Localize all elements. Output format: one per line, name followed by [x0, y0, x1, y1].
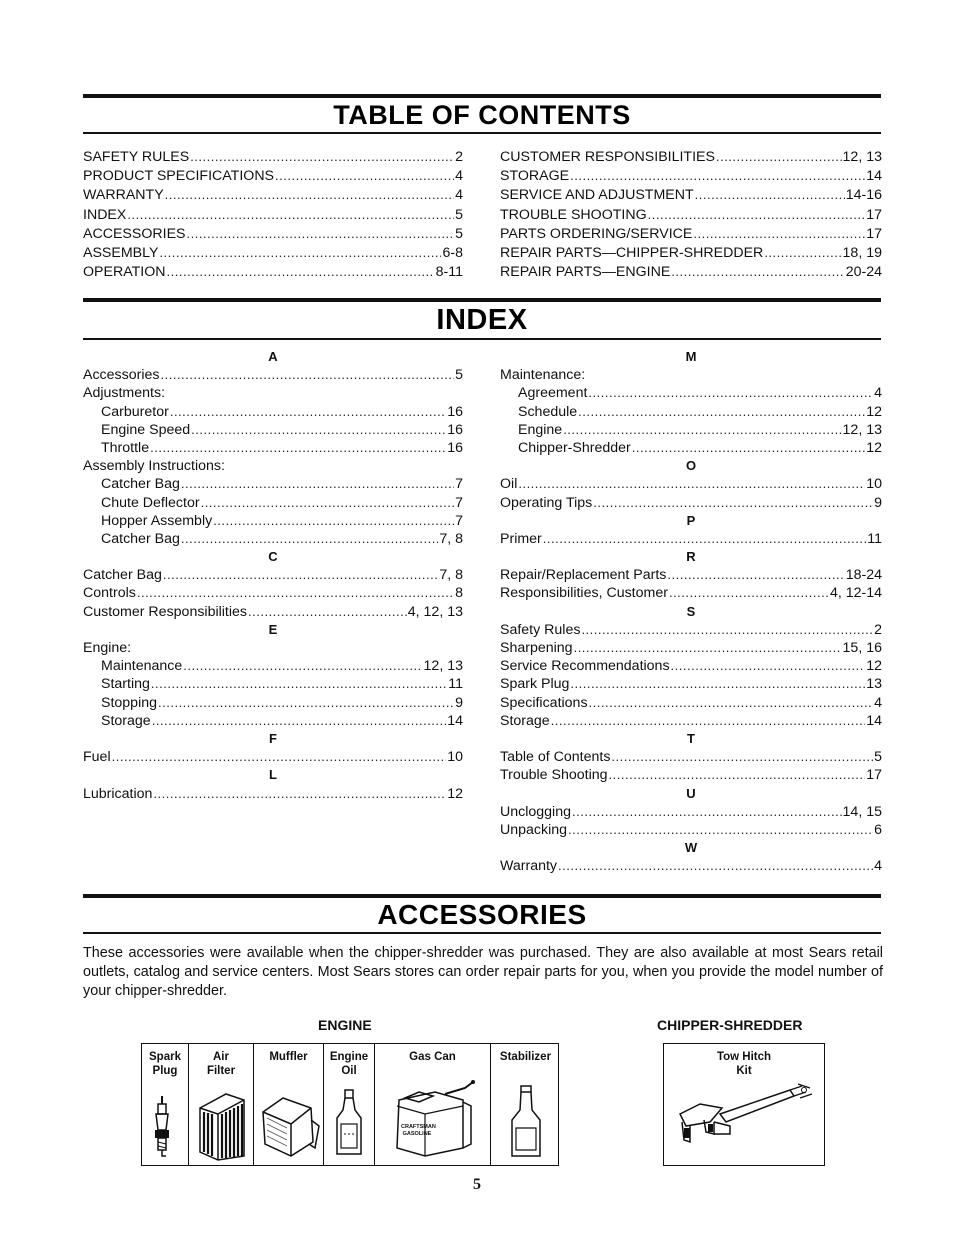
- dot-leader: [158, 694, 454, 712]
- spark-plug-icon: [152, 1096, 172, 1160]
- index-sub-entry-label: Starting: [101, 676, 150, 693]
- index-entry-label: Operating Tips: [500, 494, 593, 511]
- index-sub-entry: [83, 694, 463, 712]
- toc-entry-page: 4: [455, 187, 463, 204]
- index-entry-label: Service Recommendations: [500, 658, 670, 675]
- tow-hitch-icon: [670, 1082, 820, 1148]
- dot-leader: [570, 675, 865, 693]
- index-sub-entry-label: Hopper Assembly: [101, 512, 213, 529]
- index-entry-page: 11: [867, 530, 882, 547]
- accessories-header: [83, 894, 881, 938]
- index-sub-entry-label: Chute Deflector: [101, 494, 200, 511]
- index-entry-page: 10: [866, 476, 882, 493]
- index-entry: [500, 621, 882, 639]
- index-sub-entry-page: 9: [455, 694, 463, 711]
- accessories-bottom-rule: [83, 932, 881, 934]
- index-entry: [83, 584, 463, 602]
- index-entry-page: 13: [866, 676, 882, 693]
- toc-entry-label: SERVICE AND ADJUSTMENT: [500, 187, 694, 204]
- toc-entry: [83, 148, 463, 167]
- index-entry: [83, 366, 463, 384]
- index-letter-heading: A: [268, 349, 278, 364]
- index-sub-entry: [83, 512, 463, 530]
- toc-entry: [500, 186, 882, 205]
- index-sub-entry-page: 16: [447, 403, 463, 420]
- index-entry-label: Primer: [500, 530, 542, 547]
- dot-leader: [568, 821, 873, 839]
- index-letter-heading: R: [686, 549, 696, 565]
- chipper-accessories-box: [663, 1043, 825, 1166]
- dot-leader: [581, 621, 873, 639]
- index-entry-label: Safety Rules: [500, 621, 581, 638]
- index-entry-page: 6: [874, 821, 882, 838]
- dot-leader: [578, 403, 865, 421]
- engine-oil-caption: [324, 1050, 374, 1078]
- index-entry-page: 2: [874, 621, 882, 638]
- dot-leader: [574, 639, 842, 657]
- toc-entry-page: 17: [866, 206, 882, 223]
- index-entry-page: 4: [874, 858, 882, 875]
- dot-leader: [648, 206, 866, 224]
- air-filter-cell: [189, 1044, 254, 1165]
- index-entry-page: 7, 8: [439, 567, 463, 584]
- toc-entry: [83, 225, 463, 244]
- index-entry-label: Lubrication: [83, 785, 153, 802]
- toc-entry: [500, 225, 882, 244]
- index-entry-label: Fuel: [83, 749, 111, 766]
- dot-leader: [150, 439, 446, 457]
- index-sub-entry: [83, 494, 463, 512]
- index-entry-page: 14: [866, 712, 882, 729]
- index-sub-entry-page: 7: [455, 494, 463, 511]
- gas-can-caption: [375, 1050, 490, 1064]
- index-entry-label: Controls: [83, 585, 136, 602]
- muffler-cell: [254, 1044, 324, 1165]
- toc-entry-page: 14-16: [845, 187, 882, 204]
- index-entry: [83, 603, 463, 621]
- dot-leader: [187, 225, 455, 243]
- index-sub-entry-page: 12: [866, 403, 882, 420]
- dot-leader: [151, 675, 447, 693]
- index-entry-page: 12: [447, 785, 463, 802]
- index-entry: [83, 785, 463, 803]
- index-sub-entry-page: 7, 8: [439, 530, 463, 547]
- toc-entry: [500, 244, 882, 263]
- muffler-caption-line1: Muffler: [269, 1051, 308, 1063]
- index-entry-page: 4, 12-14: [829, 585, 882, 602]
- toc-entry-label: SAFETY RULES: [83, 149, 190, 165]
- dot-leader: [153, 785, 446, 803]
- index-group-entry: [83, 384, 463, 402]
- gas-can-caption-line1: Gas Can: [409, 1051, 456, 1063]
- dot-leader: [518, 475, 865, 493]
- toc-entry: [83, 206, 463, 225]
- index-right-column: [500, 348, 882, 875]
- toc-entry: [500, 167, 882, 186]
- index-letter-heading: P: [686, 512, 696, 528]
- index-header: [83, 298, 881, 344]
- index-group-entry: [83, 457, 463, 475]
- index-entry-label: Oil: [500, 476, 518, 493]
- index-sub-entry: [83, 403, 463, 421]
- air-filter-caption-line2: Filter: [206, 1065, 236, 1077]
- index-sub-entry: [83, 712, 463, 730]
- dot-leader: [152, 712, 447, 730]
- tow-hitch-caption-line2: Kit: [736, 1065, 752, 1077]
- index-entry: [500, 748, 882, 766]
- index-entry-page: 9: [874, 494, 882, 511]
- dot-leader: [163, 566, 438, 584]
- index-sub-entry-label: Stopping: [101, 694, 158, 711]
- dot-leader: [127, 206, 454, 224]
- index-entry: [500, 475, 882, 493]
- index-sub-entry-page: 12, 13: [842, 421, 882, 438]
- index-sub-entry-page: 4: [874, 385, 882, 402]
- index-letter-heading: S: [686, 603, 696, 619]
- dot-leader: [190, 148, 454, 166]
- toc-entry: [83, 186, 463, 205]
- index-sub-entry: [500, 439, 882, 457]
- toc-entry-label: INDEX: [83, 206, 127, 223]
- index-letter-heading: M: [685, 349, 697, 364]
- toc-entry-page: 17: [866, 225, 882, 242]
- index-letter-heading: O: [685, 458, 697, 474]
- index-entry-label: Accessories: [83, 367, 160, 384]
- index-entry: [500, 857, 882, 875]
- engine-oil-caption-line2: Oil: [341, 1065, 357, 1077]
- index-entry-label: Unclogging: [500, 803, 571, 820]
- index-sub-entry: [83, 475, 463, 493]
- accessories-title: ACCESSORIES: [377, 899, 587, 930]
- toc-entry: [83, 263, 463, 282]
- dot-leader: [671, 657, 866, 675]
- index-entry-page: 18-24: [845, 567, 882, 584]
- dot-leader: [695, 186, 845, 204]
- engine-oil-cell: [324, 1044, 375, 1165]
- toc-entry-label: ACCESSORIES: [83, 225, 186, 242]
- toc-entry-page: 18, 19: [842, 244, 882, 261]
- index-sub-entry-label: Maintenance: [101, 658, 183, 675]
- index-entry-label: Warranty: [500, 858, 558, 875]
- dot-leader: [589, 694, 874, 712]
- dot-leader: [609, 766, 866, 784]
- index-group-entry: [83, 639, 463, 657]
- dot-leader: [667, 566, 844, 584]
- toc-entry-page: 20-24: [845, 264, 882, 281]
- index-entry-page: 4: [874, 694, 882, 711]
- dot-leader: [764, 244, 841, 262]
- index-sub-entry-label: Agreement: [518, 385, 588, 402]
- toc-entry-label: STORAGE: [500, 168, 570, 185]
- index-sub-entry-label: Schedule: [518, 403, 578, 420]
- index-sub-entry: [83, 657, 463, 675]
- dot-leader: [572, 803, 842, 821]
- spark-plug-caption: [142, 1050, 188, 1078]
- spark-plug-caption-line1: Spark: [149, 1051, 181, 1063]
- index-letter-heading: L: [269, 767, 277, 783]
- index-entry-label: Specifications: [500, 694, 588, 711]
- stabilizer-caption-line1: Stabilizer: [499, 1051, 552, 1063]
- tow-hitch-caption: [664, 1050, 824, 1078]
- dot-leader: [563, 421, 841, 439]
- index-entry: [83, 748, 463, 766]
- dot-leader: [558, 857, 873, 875]
- accessories-intro: These accessories were available when the chipper-shredder was purchased. They are also available at most Sears retail outlets, catalog and service centers. Most Sears stores can order repair parts for you, when you provide the model number of your chipper-shredder.: [83, 945, 883, 1000]
- index-sub-entry: [83, 439, 463, 457]
- toc-entry-page: 4: [455, 168, 463, 185]
- dot-leader: [181, 530, 438, 548]
- engine-accessories-box: [141, 1043, 559, 1166]
- index-entry-page: 8: [455, 585, 463, 602]
- index-letter-heading: C: [268, 549, 278, 565]
- index-sub-entry-page: 16: [447, 421, 463, 438]
- engine-oil-caption-line1: Engine: [329, 1051, 369, 1063]
- index-entry: [500, 584, 882, 602]
- dot-leader: [191, 421, 446, 439]
- index-sub-entry: [500, 421, 882, 439]
- index-sub-entry-label: Storage: [101, 712, 151, 729]
- dot-leader: [213, 512, 454, 530]
- index-entry-page: 4, 12, 13: [407, 603, 463, 620]
- index-letter-heading: W: [684, 840, 698, 856]
- index-letter-heading: E: [268, 621, 278, 637]
- index-sub-entry-label: Engine Speed: [101, 421, 191, 438]
- index-entry-page: 17: [866, 767, 882, 784]
- dot-leader: [248, 603, 407, 621]
- toc-entry: [500, 206, 882, 225]
- index-entry-page: 15, 16: [842, 640, 882, 656]
- tow-hitch-caption-line1: Tow Hitch: [716, 1051, 772, 1063]
- index-entry-label: Unpacking: [500, 821, 568, 838]
- index-entry-label: Spark Plug: [500, 676, 570, 693]
- index-sub-entry: [500, 384, 882, 402]
- muffler-icon: [257, 1090, 321, 1162]
- index-sub-entry-page: 7: [455, 512, 463, 529]
- toc-entry-label: REPAIR PARTS—CHIPPER-SHREDDER: [500, 244, 764, 261]
- toc-left-column: [83, 148, 463, 282]
- index-entry-label: Responsibilities, Customer: [500, 585, 668, 602]
- index-entry: [500, 639, 882, 657]
- muffler-caption: [254, 1050, 323, 1064]
- spark-plug-caption-line2: Plug: [152, 1065, 178, 1077]
- air-filter-icon: [196, 1090, 248, 1162]
- index-entry-page: 12: [866, 658, 882, 675]
- index-sub-entry-label: Throttle: [101, 439, 150, 456]
- index-title: INDEX: [436, 304, 528, 336]
- toc-entry: [83, 167, 463, 186]
- spark-plug-cell: [142, 1044, 189, 1165]
- index-sub-entry-label: Carburetor: [101, 403, 169, 420]
- dot-leader: [588, 384, 873, 402]
- toc-entry-label: PRODUCT SPECIFICATIONS: [83, 168, 275, 185]
- dot-leader: [693, 225, 865, 243]
- dot-leader: [551, 712, 866, 730]
- toc-entry-label: REPAIR PARTS—ENGINE: [500, 264, 671, 281]
- index-sub-entry-page: 12: [866, 439, 882, 456]
- index-entry-label: Catcher Bag: [83, 567, 162, 584]
- toc-title: TABLE OF CONTENTS: [333, 100, 631, 130]
- dot-leader: [170, 403, 446, 421]
- toc-entry: [500, 148, 882, 167]
- dot-leader: [112, 748, 447, 766]
- toc-entry-label: OPERATION: [83, 264, 166, 281]
- gas-can-label: CRAFTSMAN GASOLINE: [401, 1124, 436, 1137]
- index-sub-entry-label: Catcher Bag: [101, 530, 180, 547]
- index-entry: [500, 566, 882, 584]
- index-entry: [500, 821, 882, 839]
- gas-can-cell: [375, 1044, 491, 1165]
- index-sub-entry-label: Engine: [518, 421, 563, 438]
- toc-entry: [83, 244, 463, 263]
- index-entry-label: Storage: [500, 712, 550, 729]
- index-entry: [500, 694, 882, 712]
- toc-header: [83, 94, 881, 138]
- index-sub-entry: [83, 421, 463, 439]
- index-sub-entry-page: 16: [447, 439, 463, 456]
- stabilizer-bottle-icon: [508, 1084, 544, 1160]
- index-entry-page: 14, 15: [842, 803, 882, 820]
- toc-right-column: [500, 148, 882, 282]
- dot-leader: [671, 263, 844, 281]
- page-number: 5: [473, 1176, 481, 1193]
- index-left-column: [83, 348, 463, 803]
- dot-leader: [632, 439, 865, 457]
- index-group-entry-label: Adjustments:: [83, 385, 166, 402]
- toc-entry-page: 14: [866, 168, 882, 185]
- index-entry: [500, 657, 882, 675]
- index-group-entry-label: Maintenance:: [500, 367, 586, 384]
- index-entry: [500, 766, 882, 784]
- index-letter-heading: T: [687, 730, 695, 746]
- toc-entry: [500, 263, 882, 282]
- toc-entry-page: 5: [455, 206, 463, 223]
- dot-leader: [137, 584, 454, 602]
- toc-entry-label: TROUBLE SHOOTING: [500, 206, 647, 223]
- toc-bottom-rule: [83, 132, 881, 134]
- index-entry: [500, 494, 882, 512]
- index-entry-label: Table of Contents: [500, 749, 611, 766]
- index-group-entry: [500, 366, 882, 384]
- index-sub-entry-page: 7: [455, 476, 463, 493]
- toc-entry-page: 12, 13: [842, 149, 882, 165]
- dot-leader: [159, 244, 441, 262]
- stabilizer-caption: [491, 1050, 560, 1064]
- index-entry-label: Sharpening: [500, 640, 573, 656]
- index-entry-label: Repair/Replacement Parts: [500, 567, 667, 584]
- dot-leader: [669, 584, 829, 602]
- dot-leader: [165, 186, 454, 204]
- index-sub-entry-label: Catcher Bag: [101, 476, 180, 493]
- index-group-entry-label: Engine:: [83, 640, 132, 656]
- toc-entry-page: 5: [455, 225, 463, 242]
- dot-leader: [593, 494, 873, 512]
- index-entry: [500, 530, 882, 548]
- index-entry-label: Customer Responsibilities: [83, 603, 248, 620]
- dot-leader: [570, 167, 865, 185]
- toc-entry-page: 8-11: [435, 264, 463, 281]
- oil-bottle-icon: [334, 1088, 364, 1158]
- index-sub-entry-page: 14: [447, 712, 463, 729]
- index-sub-entry: [500, 403, 882, 421]
- index-entry-page: 5: [455, 367, 463, 384]
- index-entry: [500, 803, 882, 821]
- index-entry-label: Trouble Shooting: [500, 767, 608, 784]
- dot-leader: [543, 530, 866, 548]
- dot-leader: [611, 748, 873, 766]
- toc-entry-label: CUSTOMER RESPONSIBILITIES: [500, 149, 715, 165]
- index-bottom-rule: [83, 338, 881, 340]
- index-entry-page: 5: [874, 749, 882, 766]
- dot-leader: [181, 475, 454, 493]
- stabilizer-cell: [491, 1044, 560, 1165]
- index-sub-entry-page: 11: [448, 676, 463, 693]
- dot-leader: [201, 494, 455, 512]
- toc-entry-page: 2: [455, 149, 463, 165]
- toc-entry-page: 6-8: [442, 244, 463, 261]
- index-sub-entry-page: 12, 13: [423, 658, 463, 675]
- engine-group-label: ENGINE: [318, 1017, 372, 1033]
- dot-leader: [183, 657, 422, 675]
- dot-leader: [716, 148, 842, 166]
- chipper-group-label: CHIPPER-SHREDDER: [657, 1017, 803, 1033]
- index-sub-entry-label: Chipper-Shredder: [518, 439, 631, 456]
- dot-leader: [275, 167, 454, 185]
- index-letter-heading: F: [269, 730, 277, 746]
- toc-entry-label: ASSEMBLY: [83, 244, 159, 261]
- gas-can-icon: [385, 1078, 481, 1158]
- index-entry: [500, 712, 882, 730]
- toc-entry-label: PARTS ORDERING/SERVICE: [500, 225, 693, 242]
- toc-entry-label: WARRANTY: [83, 187, 164, 204]
- air-filter-caption-line1: Air: [213, 1051, 229, 1063]
- dot-leader: [160, 366, 454, 384]
- index-sub-entry: [83, 530, 463, 548]
- dot-leader: [167, 263, 435, 281]
- air-filter-caption: [189, 1050, 253, 1078]
- index-entry: [83, 566, 463, 584]
- index-group-entry-label: Assembly Instructions:: [83, 458, 225, 475]
- index-entry: [500, 675, 882, 693]
- index-entry-page: 10: [447, 749, 463, 766]
- index-sub-entry: [83, 675, 463, 693]
- index-letter-heading: U: [686, 785, 696, 801]
- tow-hitch-cell: [664, 1044, 824, 1165]
